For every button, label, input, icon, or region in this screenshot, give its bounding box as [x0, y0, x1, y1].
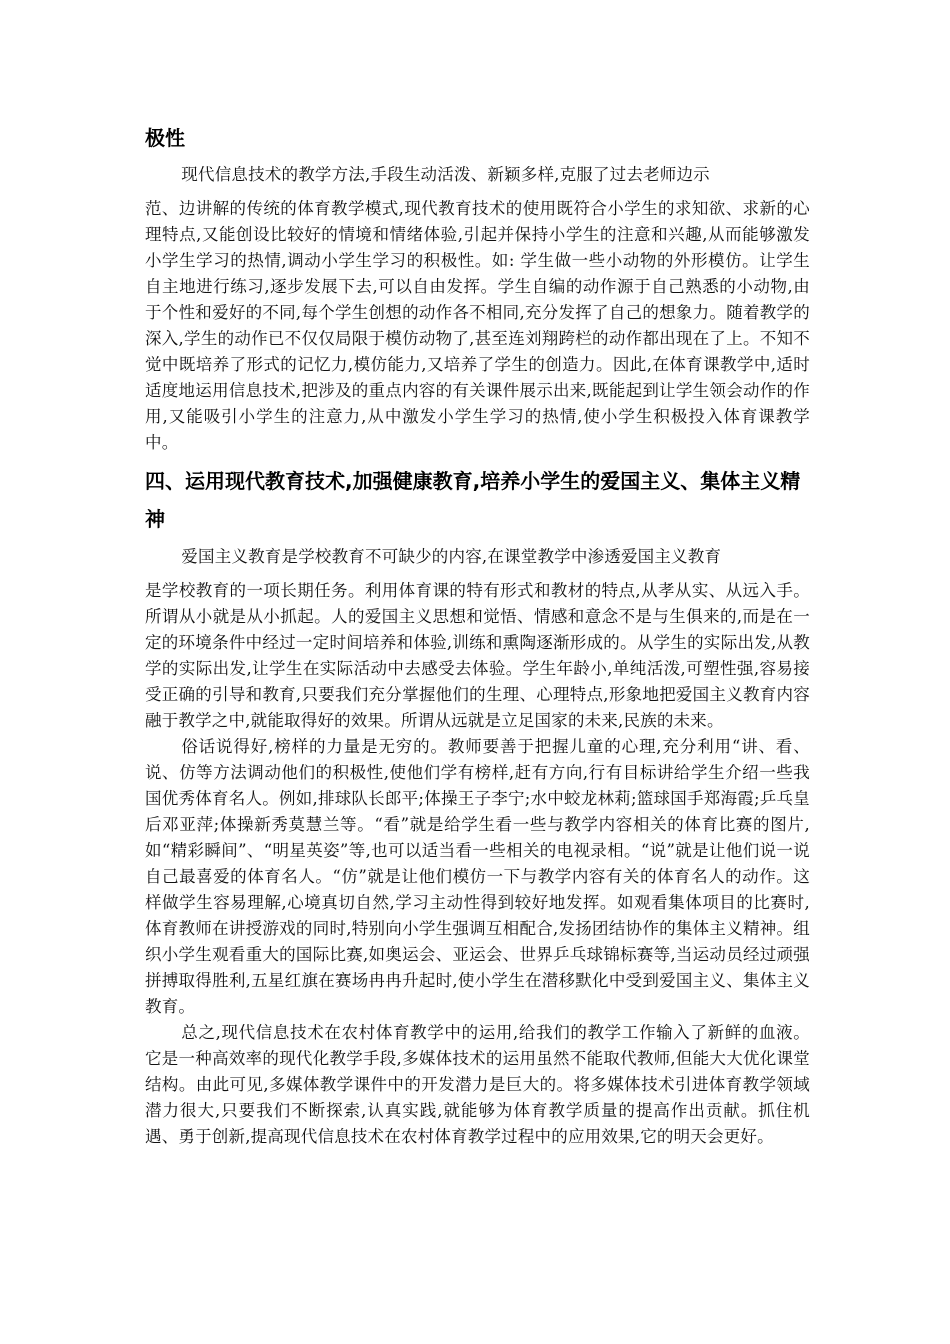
document-body	[145, 118, 810, 1150]
paragraph-2-first-line: 爱国主义教育是学校教育不可缺少的内容,在课堂教学中渗透爱国主义教育	[181, 547, 722, 566]
paragraph-3: 俗话说得好,榜样的力量是无穷的。教师要善于把握儿童的心理,充分利用“讲、看、说、仿等方法调动他们的积极性,使他们学有榜样,赶有方向,行有目标讲给学生介绍一些我国优秀体育名人。例如,排球队长郎平;体操王子李宁;水中蛟龙林莉;篮球国手郑海霞;乒乓皇后邓亚萍;体操新秀莫慧兰等。“看”就是给学生看一些与教学内容相关的体育比赛的图片,如“精彩瞬间”、“明星英姿”等,也可以适当看一些相关的电视录相。“说”就是让他们说一说自己最喜爱的体育名人。“仿”就是让他们模仿一下与教学内容有关的体育名人的动作。这样做学生容易理解,心境真切自然,学习主动性得到较好地发挥。如观看集体项目的比赛时,体育教师在讲授游戏的同时,特别向小学生强调互相配合,发扬团结协作的集体主义精神。组织小学生观看重大的国际比赛,如奥运会、亚运会、世界乒乓球锦标赛等,当运动员经过顽强拼搏取得胜利,五星红旗在赛场冉冉升起时,使小学生在潜移默化中受到爱国主义、集体主义教育。	[145, 737, 810, 1016]
paragraph-4: 总之,现代信息技术在农村体育教学中的运用,给我们的教学工作输入了新鲜的血液。它是一种高效率的现代化教学手段,多媒体技术的运用虽然不能取代教师,但能大大优化课堂结构。由此可见,多媒体教学课件中的开发潜力是巨大的。将多媒体技术引进体育教学领域潜力很大,只要我们不断探索,认真实践,就能够为体育教学质量的提高作出贡献。抓住机遇、勇于创新,提高现代信息技术在农村体育教学过程中的应用效果,它的明天会更好。	[145, 1023, 810, 1146]
heading-continued: 极性	[145, 126, 185, 150]
paragraph-1-first-line: 现代信息技术的教学方法,手段生动活泼、新颖多样,克服了过去老师边示	[181, 165, 710, 184]
section-heading-4: 四、运用现代教育技术,加强健康教育,培养小学生的爱国主义、集体主义精神	[145, 469, 801, 531]
paragraph-2: 是学校教育的一项长期任务。利用体育课的特有形式和教材的特点,从孝从实、从远入手。所谓从小就是从小抓起。人的爱国主义思想和觉悟、情感和意念不是与生俱来的,而是在一定的环境条件中经过一定时间培养和体验,训练和熏陶逐渐形成的。从学生的实际出发,从教学的实际出发,让学生在实际活动中去感受去体验。学生年龄小,单纯活泼,可塑性强,容易接受正确的引导和教育,只要我们充分掌握他们的生理、心理特点,形象地把爱国主义教育内容融于教学之中,就能取得好的效果。所谓从远就是立足国家的未来,民族的未来。	[145, 581, 810, 730]
paragraph-1: 范、边讲解的传统的体育教学模式,现代教育技术的使用既符合小学生的求知欲、求新的心理特点,又能创设比较好的情境和情绪体验,引起并保持小学生的注意和兴趣,从而能够激发小学生学习的热情,调动小学生学习的积极性。如: 学生做一些小动物的外形模仿。让学生自主地进行练习,逐步发展下去,可以自由发挥。学生自编的动作源于自己熟悉的小动物,由于个性和爱好的不同,每个学生创想的动作各不相同,充分发挥了自己的想象力。随着教学的深入,学生的动作已不仅仅局限于模仿动物了,甚至连刘翔跨栏的动作都出现在了上。不知不觉中既培养了形式的记忆力,模仿能力,又培养了学生的创造力。因此,在体育课教学中,适时适度地运用信息技术,把涉及的重点内容的有关课件展示出来,既能起到让学生领会动作的作用,又能吸引小学生的注意力,从中激发小学生学习的热情,使小学生积极投入体育课教学中。	[145, 199, 810, 452]
